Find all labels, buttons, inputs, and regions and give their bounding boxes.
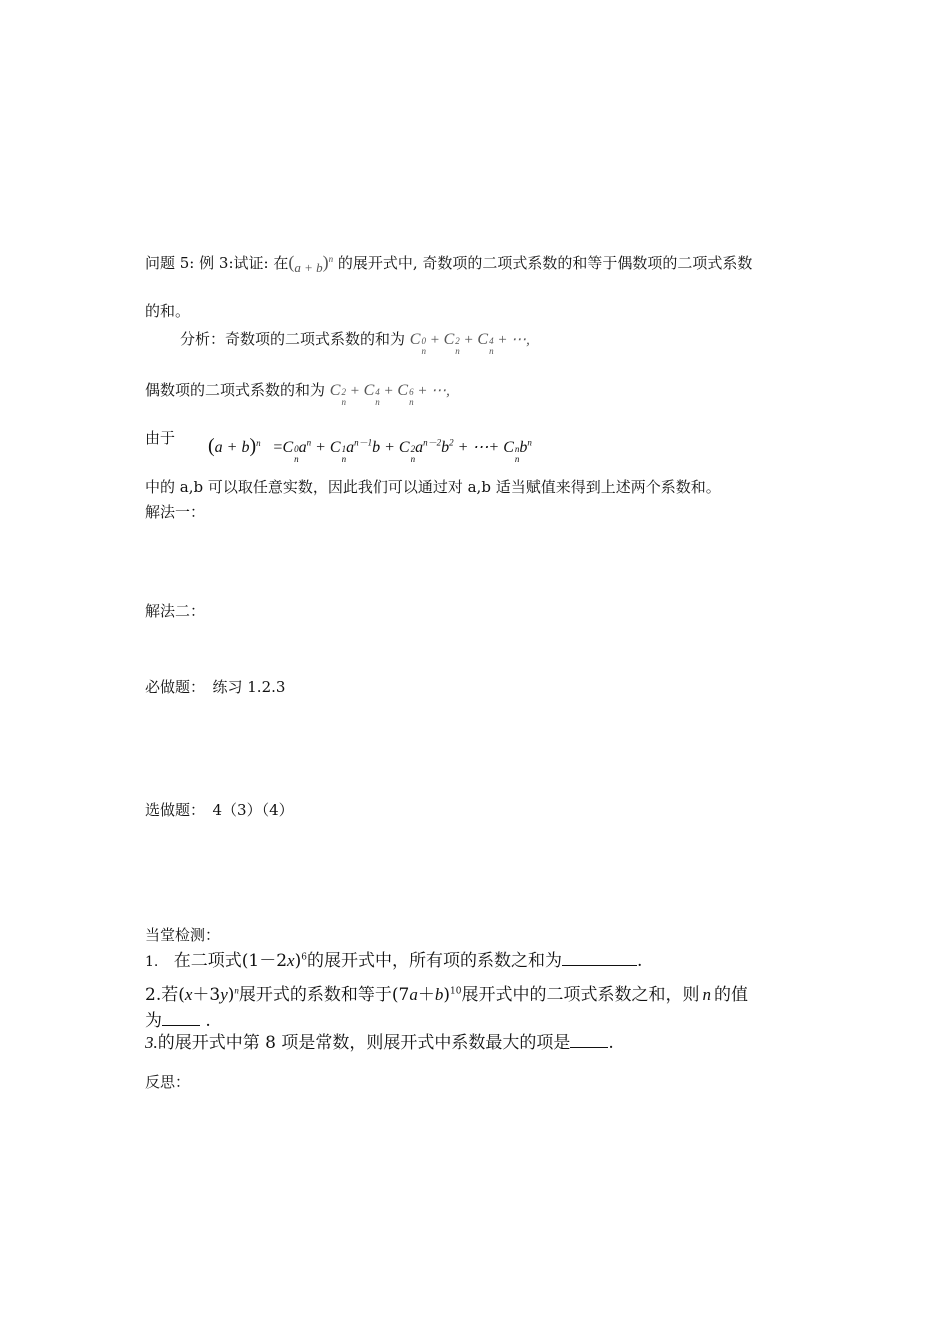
q1-number: 1. xyxy=(145,954,159,970)
q2-g: 展开式中的二项式系数之和，则 xyxy=(461,985,700,1005)
q3-number: 3. xyxy=(145,1033,158,1052)
q2-h: 的值 xyxy=(713,985,748,1005)
question-2 xyxy=(145,984,748,1006)
method2-label: 解法二： xyxy=(145,602,206,620)
q2-d: 展开式的系数和等于(7 xyxy=(238,985,410,1005)
binomial-coefficient: C 4 n xyxy=(363,382,380,407)
plus-sign: + xyxy=(459,332,478,348)
even-label: 偶数项的二项式系数的和为 xyxy=(145,381,326,399)
q3-answer-blank[interactable] xyxy=(570,1031,608,1048)
ellipsis-tail: + ⋯, xyxy=(493,332,530,348)
ellipsis-tail: + ⋯, xyxy=(413,383,450,399)
problem5-exp: n xyxy=(328,254,334,264)
method1-label: 解法一： xyxy=(145,503,206,521)
plus-sign: + xyxy=(425,332,444,348)
binomial-coefficient: C 2 n xyxy=(329,382,346,407)
q1-x: x xyxy=(287,951,295,970)
q2-line2: 为 xyxy=(145,1011,162,1031)
problem5-line1 xyxy=(145,252,752,274)
question-2-line2 xyxy=(145,1009,211,1032)
q2-c: ) xyxy=(227,985,235,1005)
q2-end: . xyxy=(205,1011,211,1031)
q1-answer-blank[interactable] xyxy=(562,949,637,966)
check-title: 当堂检测： xyxy=(145,926,221,944)
question-1 xyxy=(145,949,642,973)
binomial-coefficient: C 0 n xyxy=(409,331,426,356)
since-lhs: a + b xyxy=(214,439,250,456)
since-label: 由于 xyxy=(145,429,176,447)
note-text: 中的 a,b 可以取任意实数，因此我们可以通过对 a,b 适当赋值来得到上述两个系数和。 xyxy=(145,478,721,496)
q2-x: x xyxy=(184,985,193,1004)
required-exercises: 必做题： 练习 1.2.3 xyxy=(145,678,286,696)
problem5-prefix: 问题 5: 例 3:试证: 在 xyxy=(145,254,289,272)
q1-end: . xyxy=(636,951,643,971)
since-exp: n xyxy=(256,438,261,448)
paren-close: ) xyxy=(249,435,257,457)
optional-exercises: 选做题： 4（3）（4） xyxy=(145,801,294,819)
analysis-label: 分析：奇数项的二项式系数的和为 xyxy=(180,330,406,348)
q2-f: ) xyxy=(443,985,451,1005)
q2-e: ＋ xyxy=(417,985,435,1005)
q1-text-c: 的展开式中，所有项的系数之和为 xyxy=(306,951,562,971)
expansion-rhs: C 0 n $a^n + C$ 1 n $a^{n-1}b + C$ 2 n $a^{n-2}b^2$ + ⋯+ C n n $b^n$ xyxy=(282,437,532,464)
even-terms xyxy=(329,382,450,407)
binomial-coefficient: C 2 n xyxy=(443,331,460,356)
q2-n: n xyxy=(702,985,711,1004)
binomial-coefficient: C 4 n xyxy=(477,331,494,356)
binomial-coefficient: C 6 n xyxy=(397,382,414,407)
binomial-expansion xyxy=(208,436,532,464)
q2-a-var: a xyxy=(409,985,418,1004)
plus-sign: + xyxy=(379,383,398,399)
paren-open: ( xyxy=(288,252,295,272)
paren-close: ) xyxy=(322,252,329,272)
problem5-line2: 的和。 xyxy=(145,302,191,320)
q3-text: 的展开式中第 8 项是常数，则展开式中系数最大的项是 xyxy=(157,1033,571,1053)
q1-text-b: ) xyxy=(294,951,302,971)
q1-exp: 6 xyxy=(301,952,307,963)
q2-b: ＋3 xyxy=(192,985,221,1005)
even-line xyxy=(145,380,450,407)
equals-sign: = xyxy=(273,439,283,456)
problem5-suffix: 的展开式中, 奇数项的二项式系数的和等于偶数项的二项式系数 xyxy=(337,254,753,272)
paren-open: ( xyxy=(208,435,215,457)
q1-text-a: 在二项式(1－2 xyxy=(173,951,288,971)
q2-exp: n xyxy=(234,985,239,996)
question-3 xyxy=(145,1031,614,1054)
q2-a: 2.若( xyxy=(145,985,185,1005)
q2-b-var: b xyxy=(434,985,444,1004)
analysis-line xyxy=(180,329,530,356)
q3-end: . xyxy=(608,1033,614,1053)
reflection-label: 反思： xyxy=(145,1073,191,1091)
problem5-expr: a + b xyxy=(294,260,323,275)
q2-exp2: 10 xyxy=(450,986,462,997)
odd-terms xyxy=(409,331,530,356)
plus-sign: + xyxy=(345,383,364,399)
q2-answer-blank[interactable] xyxy=(162,1009,200,1026)
q2-y: y xyxy=(220,985,228,1004)
